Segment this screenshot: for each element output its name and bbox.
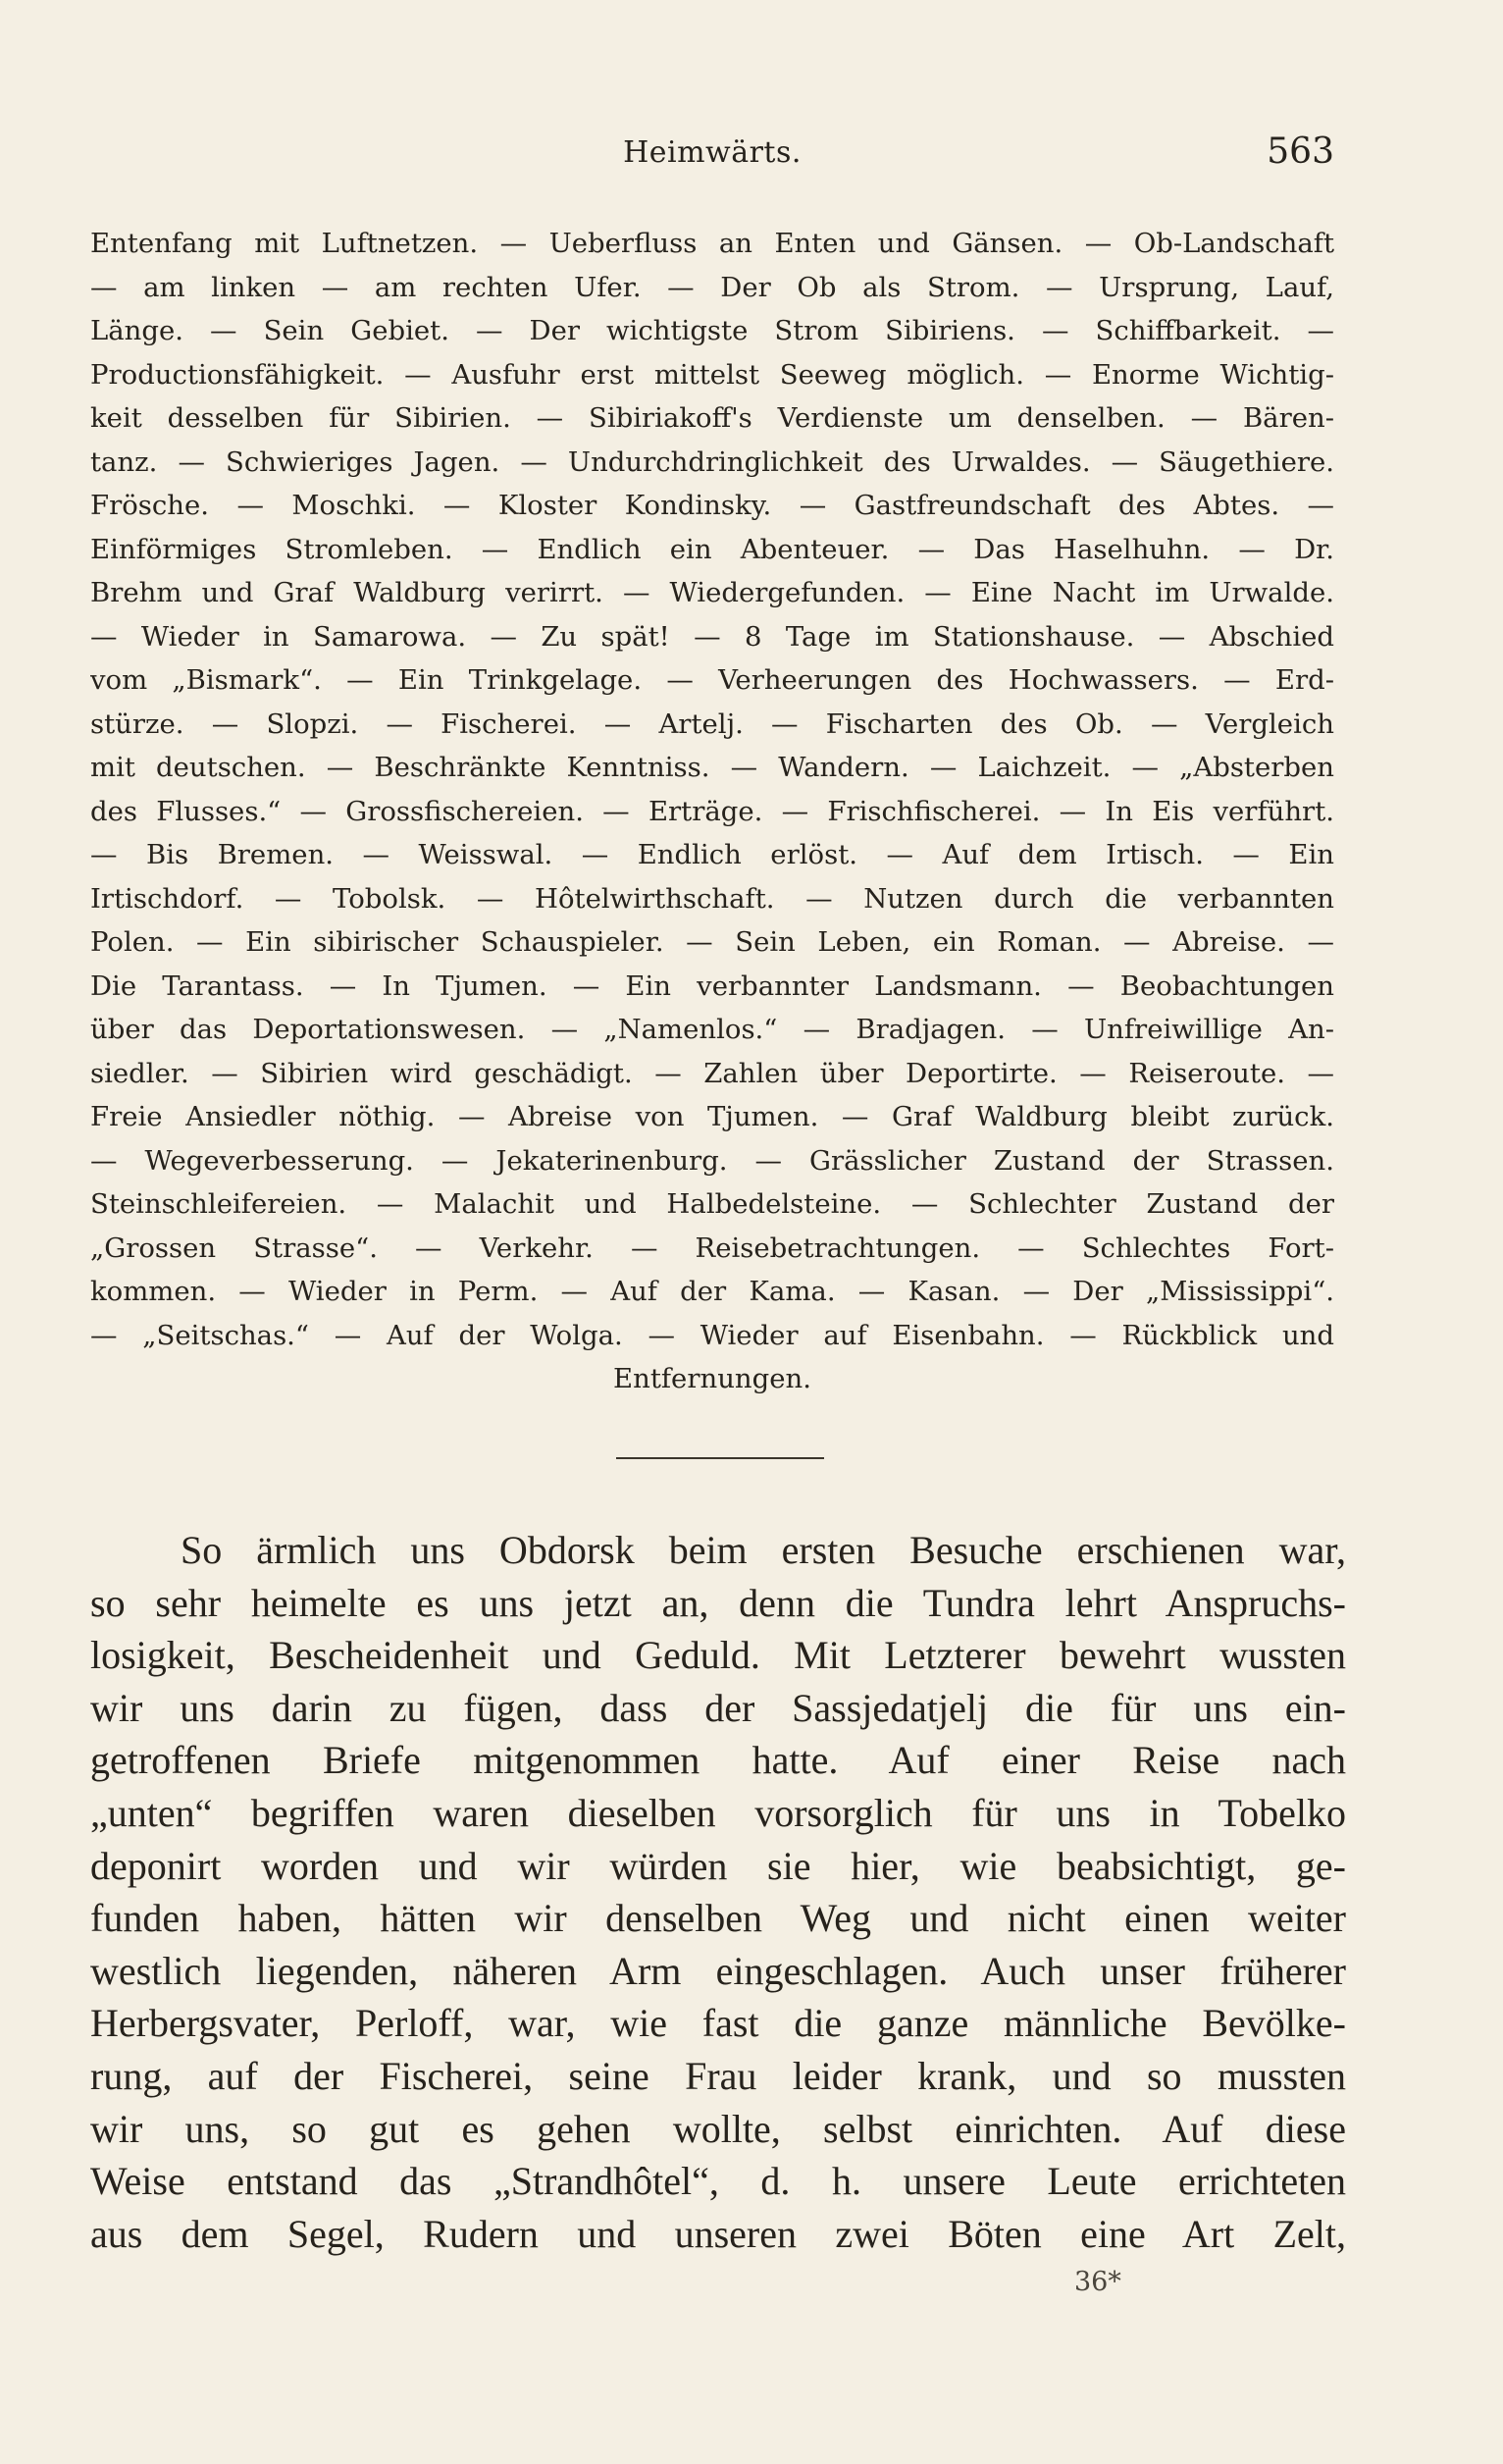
summary-line: vom „Bismark“. — Ein Trinkgelage. — Verheerungen des Hochwassers. — Erd- <box>90 664 1334 696</box>
summary-line: „Grossen Strasse“. — Verkehr. — Reisebetrachtungen. — Schlechtes Fort- <box>90 1232 1334 1264</box>
running-head <box>90 131 1334 184</box>
body-line: aus dem Segel, Rudern und unseren zwei Böten eine Art Zelt, <box>90 2211 1346 2256</box>
summary-line: siedler. — Sibirien wird geschädigt. — Zahlen über Deportirte. — Reiseroute. — <box>90 1057 1334 1089</box>
summary-line: Brehm und Graf Waldburg verirrt. — Wiedergefunden. — Eine Nacht im Urwalde. <box>90 577 1334 608</box>
page-number: 563 <box>1267 131 1334 172</box>
summary-line: keit desselben für Sibirien. — Sibiriakoff's Verdienste um denselben. — Bären- <box>90 402 1334 434</box>
summary-line: stürze. — Slopzi. — Fischerei. — Artelj. — Fischarten des Ob. — Vergleich <box>90 708 1334 740</box>
summary-line: Einförmiges Stromleben. — Endlich ein Abenteuer. — Das Haselhuhn. — Dr. <box>90 533 1334 565</box>
summary-line: über das Deportationswesen. — „Namenlos.“ — Bradjagen. — Unfreiwillige An- <box>90 1014 1334 1045</box>
body-line: Weise entstand das „Strandhôtel“, d. h. unsere Leute errichteten <box>90 2159 1346 2204</box>
summary-line: Steinschleifereien. — Malachit und Halbedelsteine. — Schlechter Zustand der <box>90 1188 1334 1220</box>
summary-line: Productionsfähigkeit. — Ausfuhr erst mittelst Seeweg möglich. — Enorme Wichtig- <box>90 358 1334 391</box>
body-line: losigkeit, Bescheidenheit und Geduld. Mit Letzterer bewehrt wussten <box>90 1633 1346 1678</box>
summary-line: — „Seitschas.“ — Auf der Wolga. — Wieder auf Eisenbahn. — Rückblick und <box>90 1319 1334 1351</box>
summary-line: mit deutschen. — Beschränkte Kenntniss. — Wandern. — Laichzeit. — „Absterben <box>90 752 1334 783</box>
running-title: Heimwärts. <box>623 135 802 170</box>
summary-line: Entfernungen. <box>613 1363 811 1394</box>
summary-line: — Wieder in Samarowa. — Zu spät! — 8 Tage im Stationshause. — Abschied <box>90 620 1334 653</box>
body-paragraph <box>90 1524 1346 2260</box>
summary-line: — Bis Bremen. — Weisswal. — Endlich erlöst. — Auf dem Irtisch. — Ein <box>90 839 1334 870</box>
body-line: so sehr heimelte es uns jetzt an, denn die Tundra lehrt Anspruchs- <box>90 1580 1346 1625</box>
chapter-summary <box>90 222 1334 1401</box>
summary-line: Freie Ansiedler nöthig. — Abreise von Tjumen. — Graf Waldburg bleibt zurück. <box>90 1101 1334 1132</box>
body-line: wir uns, so gut es gehen wollte, selbst einrichten. Auf diese <box>90 2106 1346 2151</box>
body-line: So ärmlich uns Obdorsk beim ersten Besuche erschienen war, <box>181 1528 1346 1572</box>
summary-line: kommen. — Wieder in Perm. — Auf der Kama. — Kasan. — Der „Mississippi“. <box>90 1276 1334 1307</box>
summary-line: Entenfang mit Luftnetzen. — Ueberfluss an Enten und Gänsen. — Ob-Landschaft <box>90 228 1334 259</box>
summary-line: des Flusses.“ — Grossfischereien. — Erträge. — Frischfischerei. — In Eis verführt. <box>90 795 1334 827</box>
body-line: getroffenen Briefe mitgenommen hatte. Auf einer Reise nach <box>90 1738 1346 1783</box>
summary-line: Irtischdorf. — Tobolsk. — Hôtelwirthschaft. — Nutzen durch die verbannten <box>90 882 1334 915</box>
summary-line: — am linken — am rechten Ufer. — Der Ob als Strom. — Ursprung, Lauf, <box>90 271 1334 303</box>
body-line: westlich liegenden, näheren Arm eingeschlagen. Auch unser früherer <box>90 1948 1346 1993</box>
summary-line: Die Tarantass. — In Tjumen. — Ein verbannter Landsmann. — Beobachtungen <box>90 970 1334 1002</box>
printer-signature: 36* <box>1074 2267 1121 2297</box>
body-line: funden haben, hätten wir denselben Weg und nicht einen weiter <box>90 1896 1346 1941</box>
body-line: wir uns darin zu fügen, dass der Sassjedatjelj die für uns ein- <box>90 1685 1346 1730</box>
summary-line: tanz. — Schwieriges Jagen. — Undurchdringlichkeit des Urwaldes. — Säugethiere. <box>90 446 1334 478</box>
section-divider <box>616 1457 824 1459</box>
body-line: deponirt worden und wir würden sie hier, wie beabsichtigt, ge- <box>90 1843 1346 1888</box>
summary-line: — Wegeverbesserung. — Jekaterinenburg. — Grässlicher Zustand der Strassen. <box>90 1144 1334 1177</box>
body-line: „unten“ begriffen waren dieselben vorsorglich für uns in Tobelko <box>90 1790 1346 1835</box>
summary-line: Polen. — Ein sibirischer Schauspieler. — Sein Leben, ein Roman. — Abreise. — <box>90 926 1334 958</box>
body-line: rung, auf der Fischerei, seine Frau leider krank, und so mussten <box>90 2053 1346 2098</box>
summary-line: Länge. — Sein Gebiet. — Der wichtigste Strom Sibiriens. — Schiffbarkeit. — <box>90 315 1334 346</box>
summary-line: Frösche. — Moschki. — Kloster Kondinsky. — Gastfreundschaft des Abtes. — <box>90 490 1334 521</box>
body-line: Herbergsvater, Perloff, war, wie fast die ganze männliche Bevölke- <box>90 2001 1346 2046</box>
